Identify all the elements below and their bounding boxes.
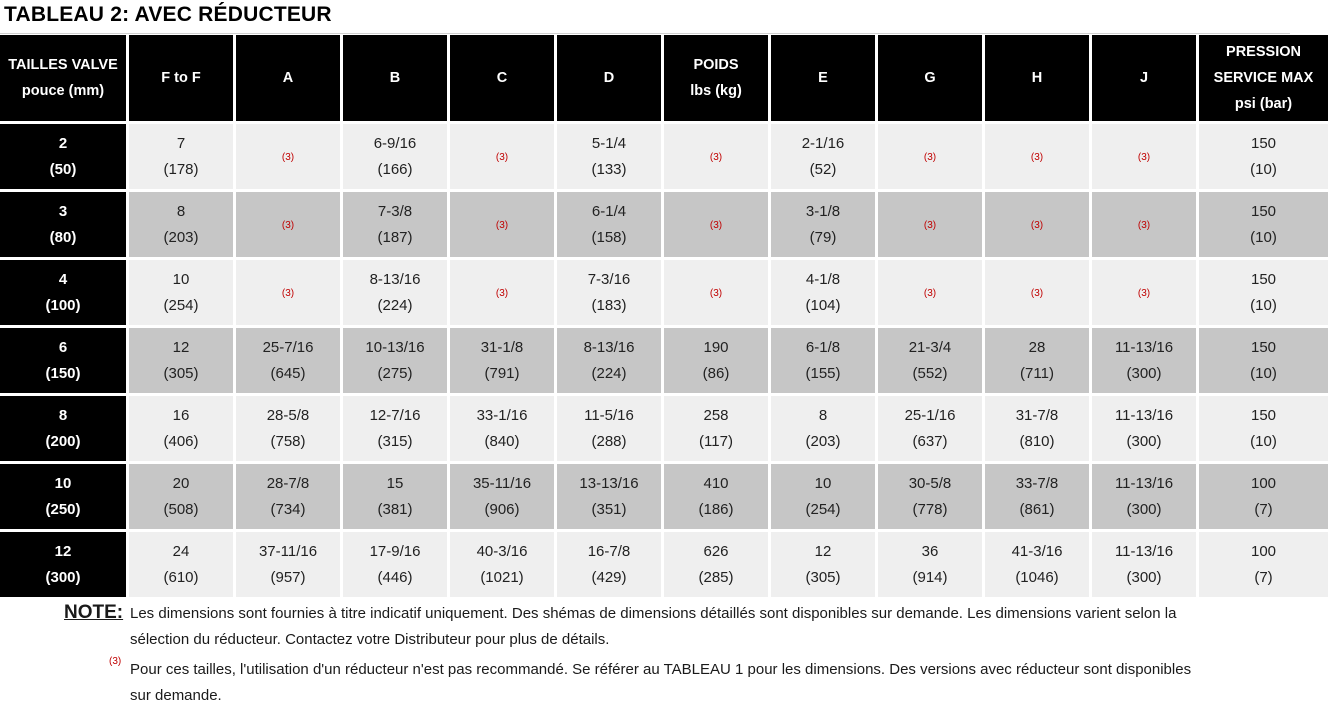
valve-size-value: (80) — [49, 228, 77, 246]
imperial-value: 2-1/16 — [801, 134, 845, 152]
table-cell — [236, 532, 340, 597]
column-header-line: E — [818, 70, 828, 86]
table-cell — [557, 260, 661, 325]
column-header — [129, 35, 233, 121]
metric-value: (254) — [805, 500, 841, 518]
metric-value: (711) — [1020, 364, 1054, 382]
footnote-reference: (3) — [1137, 219, 1151, 231]
column-header — [343, 35, 447, 121]
footnote-reference: (3) — [1030, 219, 1044, 231]
table-cell — [1199, 124, 1328, 189]
valve-size-value: 3 — [58, 202, 68, 220]
metric-value: (914) — [912, 568, 948, 586]
column-header — [450, 35, 554, 121]
table-cell — [1199, 260, 1328, 325]
column-header-line: POIDS — [693, 57, 739, 73]
table-cell — [985, 124, 1089, 189]
imperial-value: 15 — [386, 474, 404, 492]
table-cell — [985, 464, 1089, 529]
table-cell — [557, 124, 661, 189]
table-cell — [664, 396, 768, 461]
column-header — [1092, 35, 1196, 121]
column-header-line: C — [496, 70, 508, 86]
column-header — [236, 35, 340, 121]
column-header — [664, 35, 768, 121]
table-cell — [129, 192, 233, 257]
metric-value: (117) — [699, 432, 733, 450]
table-row — [0, 124, 1328, 189]
footnote-reference: (3) — [1137, 151, 1151, 163]
metric-value: (305) — [805, 568, 841, 586]
footnote-reference: (3) — [495, 151, 509, 163]
imperial-value: 21-3/4 — [908, 338, 952, 356]
table-cell — [664, 260, 768, 325]
table-cell — [343, 260, 447, 325]
column-header — [557, 35, 661, 121]
valve-size-value: (250) — [45, 500, 81, 518]
valve-size-value: 2 — [58, 134, 68, 152]
metric-value: (79) — [809, 228, 837, 246]
imperial-value: 37-11/16 — [258, 542, 318, 560]
imperial-value: 25-7/16 — [262, 338, 314, 356]
valve-size-value: (150) — [45, 364, 81, 382]
table-cell — [878, 124, 982, 189]
column-header-line: psi (bar) — [1234, 96, 1293, 112]
note-label: NOTE: — [64, 602, 124, 623]
column-header-line: J — [1139, 70, 1149, 86]
table-cell — [236, 464, 340, 529]
table-cell — [1199, 396, 1328, 461]
metric-value: (381) — [377, 500, 413, 518]
imperial-value: 17-9/16 — [369, 542, 421, 560]
metric-value: (791) — [484, 364, 520, 382]
metric-value: (906) — [484, 500, 520, 518]
table-cell — [450, 532, 554, 597]
footnote-reference: (3) — [495, 287, 509, 299]
table-cell — [343, 328, 447, 393]
table-cell — [557, 396, 661, 461]
imperial-value: 11-13/16 — [1114, 338, 1174, 356]
imperial-value: 150 — [1250, 406, 1277, 424]
column-header-line: PRESSION — [1226, 44, 1301, 60]
valve-size-value: (100) — [45, 296, 81, 314]
imperial-value: 25-1/16 — [904, 406, 956, 424]
imperial-value: 150 — [1250, 134, 1277, 152]
imperial-value: 100 — [1250, 474, 1277, 492]
valve-size-value: 12 — [54, 542, 72, 560]
table-cell — [1092, 124, 1196, 189]
imperial-value: 3-1/8 — [805, 202, 841, 220]
dimensions-table — [0, 32, 1331, 600]
metric-value: (552) — [912, 364, 948, 382]
metric-value: (187) — [377, 228, 413, 246]
metric-value: (758) — [270, 432, 306, 450]
footnote-reference: (3) — [1030, 287, 1044, 299]
imperial-value: 28-7/8 — [266, 474, 310, 492]
table-cell — [450, 396, 554, 461]
table-cell — [236, 124, 340, 189]
imperial-value: 6-9/16 — [373, 134, 417, 152]
column-header — [771, 35, 875, 121]
imperial-value: 41-3/16 — [1011, 542, 1063, 560]
valve-size-cell — [0, 328, 126, 393]
table-cell — [664, 464, 768, 529]
metric-value: (183) — [591, 296, 627, 314]
column-header-line: B — [389, 70, 401, 86]
metric-value: (406) — [163, 432, 199, 450]
imperial-value: 10-13/16 — [365, 338, 425, 356]
table-cell — [878, 532, 982, 597]
column-header-line: A — [282, 70, 294, 86]
metric-value: (275) — [377, 364, 413, 382]
metric-value: (104) — [805, 296, 841, 314]
imperial-value: 258 — [703, 406, 729, 424]
footnote-reference: (3) — [1137, 287, 1151, 299]
footnote-reference: (3) — [923, 151, 937, 163]
imperial-value: 10 — [814, 474, 832, 492]
table-cell — [771, 532, 875, 597]
table-cell — [771, 124, 875, 189]
metric-value: (86) — [702, 364, 730, 382]
table-cell — [771, 396, 875, 461]
table-row — [0, 532, 1328, 597]
imperial-value: 16-7/8 — [587, 542, 631, 560]
metric-value: (203) — [805, 432, 841, 450]
imperial-value: 12-7/16 — [369, 406, 421, 424]
valve-size-value: 4 — [58, 270, 68, 288]
imperial-value: 150 — [1250, 270, 1277, 288]
metric-value: (637) — [912, 432, 948, 450]
metric-value: (10) — [1250, 364, 1277, 382]
table-cell — [985, 328, 1089, 393]
table-cell — [343, 192, 447, 257]
table-cell — [236, 192, 340, 257]
metric-value: (645) — [270, 364, 306, 382]
table-cell — [1092, 192, 1196, 257]
metric-value: (957) — [270, 568, 306, 586]
table-cell — [343, 532, 447, 597]
column-header-line: TAILLES VALVE — [8, 57, 118, 73]
table-body — [0, 124, 1328, 597]
column-header — [1199, 35, 1328, 121]
table-cell — [985, 192, 1089, 257]
imperial-value: 11-5/16 — [584, 406, 634, 424]
table-cell — [771, 464, 875, 529]
metric-value: (861) — [1019, 500, 1055, 518]
table-cell — [664, 532, 768, 597]
valve-size-value: (200) — [45, 432, 81, 450]
column-header — [0, 35, 126, 121]
footnote-text: Pour ces tailles, l'utilisation d'un réducteur n'est pas recommandé. Se référer au TABLEAU 1 pour les dimensions. Des versions avec réducteur sont disponibles sur demande. — [130, 661, 1192, 704]
imperial-value: 33-7/8 — [1015, 474, 1059, 492]
table-cell — [129, 328, 233, 393]
table-cell — [1092, 328, 1196, 393]
imperial-value: 10 — [172, 270, 190, 288]
metric-value: (1046) — [1015, 568, 1059, 586]
table-cell — [664, 124, 768, 189]
table-cell — [129, 532, 233, 597]
metric-value: (300) — [1126, 432, 1162, 450]
metric-value: (840) — [484, 432, 520, 450]
imperial-value: 11-13/16 — [1114, 406, 1174, 424]
column-header-line: D — [603, 70, 615, 86]
valve-size-value: 8 — [58, 406, 68, 424]
footnote-reference: (3) — [1030, 151, 1044, 163]
imperial-value: 11-13/16 — [1114, 542, 1174, 560]
table-row — [0, 328, 1328, 393]
column-header-line: G — [924, 70, 936, 86]
imperial-value: 31-1/8 — [480, 338, 524, 356]
table-cell — [236, 260, 340, 325]
page-title: TABLEAU 2: AVEC RÉDUCTEUR — [4, 3, 332, 26]
table-cell — [343, 396, 447, 461]
table-cell — [985, 396, 1089, 461]
table-header-row — [0, 35, 1328, 121]
imperial-value: 11-13/16 — [1114, 474, 1174, 492]
imperial-value: 28-5/8 — [266, 406, 310, 424]
note-text: Les dimensions sont fournies à titre indicatif uniquement. Des shémas de dimensions détaillés sont disponibles sur demande. Les dimensions varient selon la sélection du réducteur. Contactez votre Distributeur pour plus de détails. — [130, 605, 1177, 648]
imperial-value: 36 — [921, 542, 939, 560]
imperial-value: 16 — [172, 406, 190, 424]
table-cell — [236, 328, 340, 393]
valve-size-value: (300) — [45, 568, 81, 586]
footnote-marker: (3) — [109, 656, 122, 667]
column-header — [985, 35, 1089, 121]
table-row — [0, 192, 1328, 257]
imperial-value: 12 — [814, 542, 832, 560]
table-cell — [450, 192, 554, 257]
imperial-value: 190 — [703, 338, 729, 356]
valve-size-cell — [0, 464, 126, 529]
imperial-value: 28 — [1028, 338, 1046, 356]
table-cell — [771, 328, 875, 393]
footnote-reference: (3) — [281, 287, 295, 299]
imperial-value: 24 — [172, 542, 190, 560]
footnote-reference: (3) — [495, 219, 509, 231]
imperial-value: 30-5/8 — [908, 474, 952, 492]
imperial-value: 40-3/16 — [476, 542, 528, 560]
metric-value: (446) — [377, 568, 413, 586]
imperial-value: 35-11/16 — [472, 474, 532, 492]
footnote-reference: (3) — [923, 219, 937, 231]
imperial-value: 13-13/16 — [579, 474, 639, 492]
table-cell — [1199, 532, 1328, 597]
table-row — [0, 396, 1328, 461]
imperial-value: 7-3/8 — [377, 202, 413, 220]
imperial-value: 31-7/8 — [1015, 406, 1059, 424]
table-cell — [450, 464, 554, 529]
metric-value: (186) — [698, 500, 734, 518]
imperial-value: 410 — [703, 474, 729, 492]
metric-value: (429) — [591, 568, 627, 586]
metric-value: (610) — [163, 568, 199, 586]
imperial-value: 8 — [176, 202, 186, 220]
table-cell — [664, 328, 768, 393]
footnote-reference: (3) — [709, 151, 723, 163]
imperial-value: 626 — [703, 542, 729, 560]
table-cell — [1199, 192, 1328, 257]
footnote-reference: (3) — [709, 287, 723, 299]
metric-value: (166) — [377, 160, 413, 178]
metric-value: (300) — [1126, 364, 1162, 382]
table-cell — [557, 328, 661, 393]
imperial-value: 4-1/8 — [805, 270, 841, 288]
metric-value: (7) — [1254, 500, 1273, 518]
metric-value: (315) — [377, 432, 413, 450]
column-header-line: SERVICE MAX — [1213, 70, 1314, 86]
metric-value: (203) — [163, 228, 199, 246]
table-cell — [450, 328, 554, 393]
imperial-value: 150 — [1250, 338, 1277, 356]
column-header-line: lbs (kg) — [690, 83, 742, 99]
imperial-value: 150 — [1250, 202, 1277, 220]
metric-value: (178) — [163, 160, 199, 178]
column-header — [878, 35, 982, 121]
table-cell — [1092, 396, 1196, 461]
column-header-line: F to F — [161, 70, 201, 86]
metric-value: (133) — [591, 160, 627, 178]
metric-value: (7) — [1254, 568, 1273, 586]
table-cell — [1199, 464, 1328, 529]
valve-size-cell — [0, 192, 126, 257]
table-cell — [878, 192, 982, 257]
imperial-value: 7 — [176, 134, 186, 152]
metric-value: (52) — [809, 160, 837, 178]
metric-value: (155) — [805, 364, 841, 382]
table-cell — [985, 532, 1089, 597]
table-cell — [343, 464, 447, 529]
metric-value: (305) — [163, 364, 199, 382]
footnote-reference: (3) — [923, 287, 937, 299]
table-cell — [1092, 464, 1196, 529]
metric-value: (10) — [1250, 228, 1277, 246]
table-cell — [557, 192, 661, 257]
metric-value: (508) — [163, 500, 199, 518]
imperial-value: 8-13/16 — [583, 338, 635, 356]
valve-size-cell — [0, 260, 126, 325]
column-header-line: H — [1031, 70, 1043, 86]
valve-size-value: 6 — [58, 338, 68, 356]
table-cell — [664, 192, 768, 257]
table-cell — [129, 260, 233, 325]
metric-value: (224) — [591, 364, 627, 382]
footnote-reference: (3) — [709, 219, 723, 231]
imperial-value: 8-13/16 — [369, 270, 421, 288]
imperial-value: 100 — [1250, 542, 1277, 560]
column-header-line: pouce (mm) — [21, 83, 105, 99]
imperial-value: 6-1/8 — [805, 338, 841, 356]
valve-size-cell — [0, 124, 126, 189]
table-cell — [771, 260, 875, 325]
table-cell — [985, 260, 1089, 325]
valve-size-cell — [0, 396, 126, 461]
metric-value: (158) — [591, 228, 627, 246]
imperial-value: 6-1/4 — [591, 202, 627, 220]
table-cell — [557, 532, 661, 597]
imperial-value: 8 — [818, 406, 828, 424]
table-cell — [771, 192, 875, 257]
metric-value: (300) — [1126, 500, 1162, 518]
imperial-value: 20 — [172, 474, 190, 492]
table-cell — [343, 124, 447, 189]
imperial-value: 12 — [172, 338, 190, 356]
metric-value: (351) — [591, 500, 627, 518]
table-cell — [129, 124, 233, 189]
footnote-reference: (3) — [281, 219, 295, 231]
footnote-reference: (3) — [281, 151, 295, 163]
metric-value: (224) — [377, 296, 413, 314]
metric-value: (285) — [698, 568, 734, 586]
table-cell — [450, 124, 554, 189]
metric-value: (10) — [1250, 160, 1277, 178]
table-cell — [1199, 328, 1328, 393]
table-cell — [878, 260, 982, 325]
imperial-value: 7-3/16 — [587, 270, 631, 288]
table-cell — [129, 464, 233, 529]
metric-value: (734) — [270, 500, 306, 518]
metric-value: (300) — [1126, 568, 1162, 586]
imperial-value: 5-1/4 — [591, 134, 627, 152]
metric-value: (10) — [1250, 296, 1277, 314]
metric-value: (810) — [1019, 432, 1055, 450]
metric-value: (254) — [163, 296, 199, 314]
valve-size-cell — [0, 532, 126, 597]
valve-size-value: 10 — [54, 474, 72, 492]
metric-value: (288) — [591, 432, 627, 450]
table-cell — [878, 396, 982, 461]
metric-value: (1021) — [480, 568, 524, 586]
table-cell — [878, 464, 982, 529]
table-row — [0, 464, 1328, 529]
table-cell — [1092, 532, 1196, 597]
table-cell — [450, 260, 554, 325]
imperial-value: 33-1/16 — [476, 406, 528, 424]
table-cell — [878, 328, 982, 393]
table-row — [0, 260, 1328, 325]
table-cell — [236, 396, 340, 461]
valve-size-value: (50) — [49, 160, 77, 178]
metric-value: (778) — [912, 500, 948, 518]
table-cell — [557, 464, 661, 529]
table-cell — [129, 396, 233, 461]
table-cell — [1092, 260, 1196, 325]
metric-value: (10) — [1250, 432, 1277, 450]
